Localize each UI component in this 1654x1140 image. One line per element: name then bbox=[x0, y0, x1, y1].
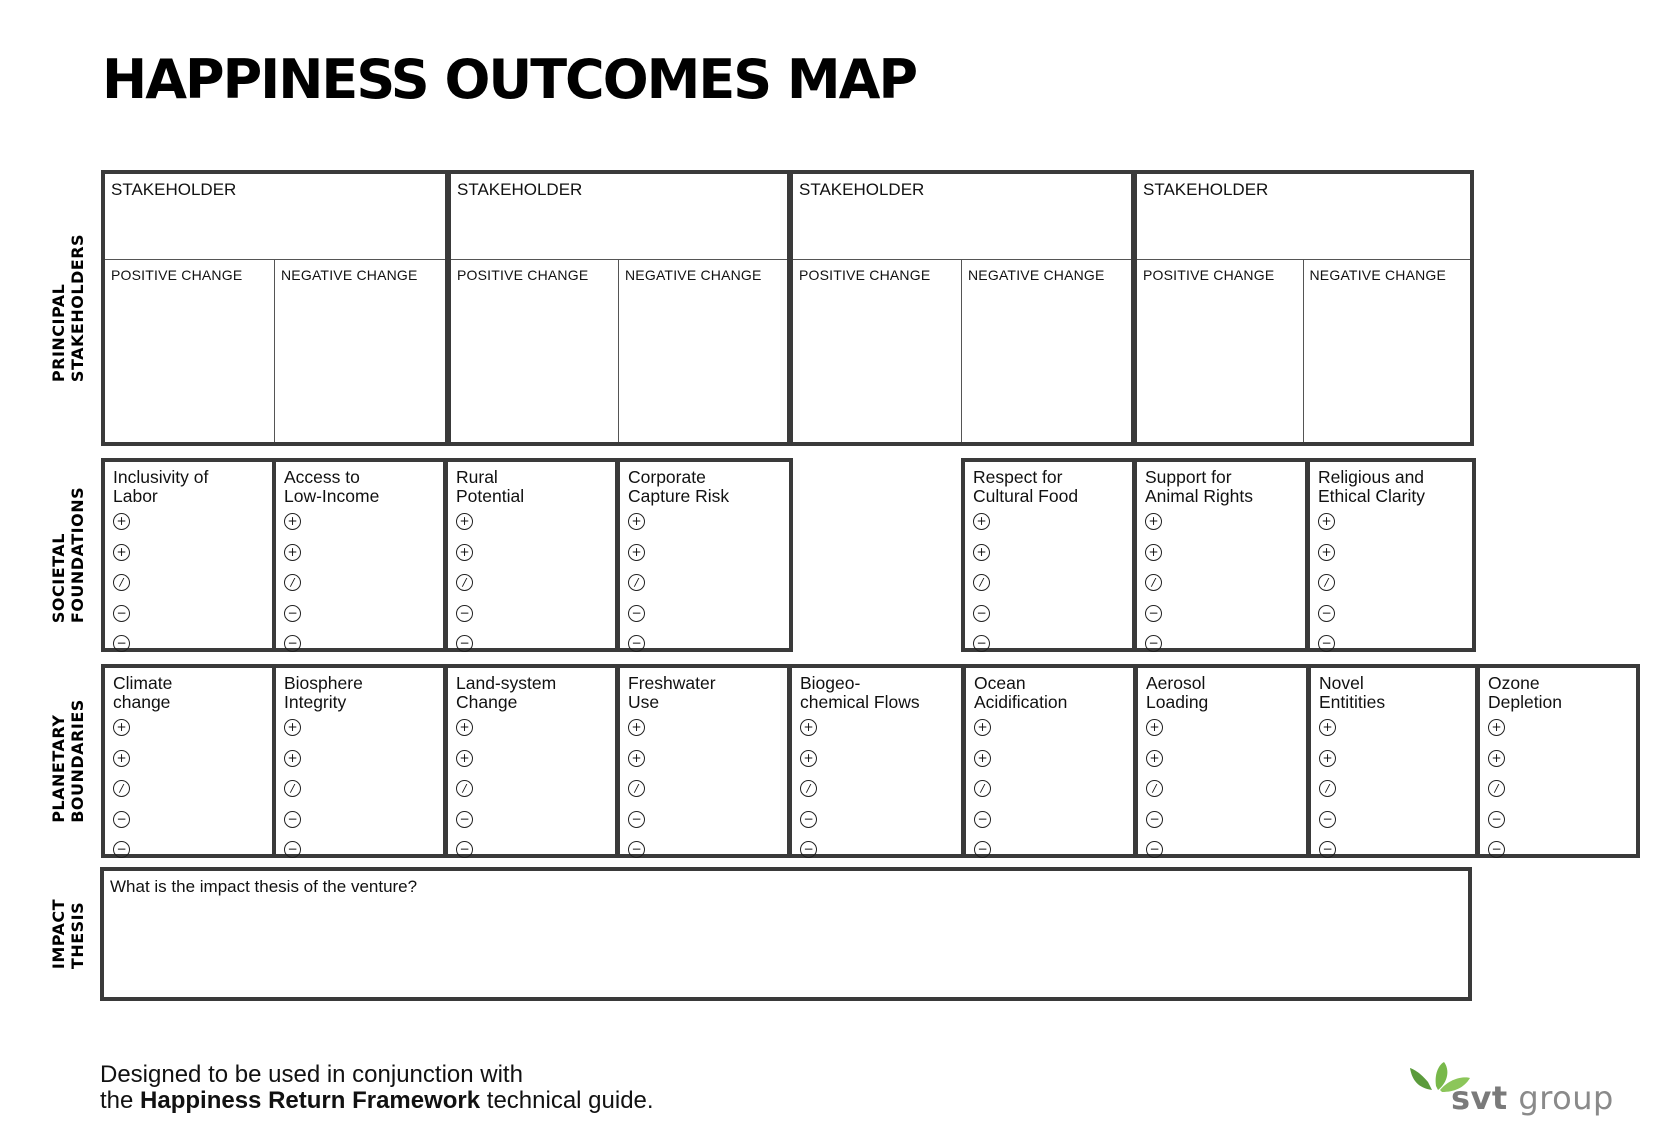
minus-circle-icon[interactable]: − bbox=[1319, 841, 1336, 858]
plus-circle-icon[interactable]: + bbox=[974, 750, 991, 767]
slash-circle-icon[interactable]: / bbox=[800, 780, 817, 797]
planetary-boundary-cell[interactable] bbox=[272, 664, 447, 858]
rating-options bbox=[1319, 719, 1336, 872]
plus-circle-icon[interactable]: + bbox=[628, 719, 645, 736]
plus-circle-icon[interactable]: + bbox=[456, 513, 473, 530]
minus-circle-icon[interactable]: − bbox=[800, 811, 817, 828]
slash-circle-icon[interactable]: / bbox=[1319, 780, 1336, 797]
plus-circle-icon[interactable]: + bbox=[800, 750, 817, 767]
plus-circle-icon[interactable]: + bbox=[1319, 719, 1336, 736]
plus-circle-icon[interactable]: + bbox=[800, 719, 817, 736]
plus-circle-icon[interactable]: + bbox=[628, 544, 645, 561]
slash-circle-icon[interactable]: / bbox=[1145, 574, 1162, 591]
minus-circle-icon[interactable]: − bbox=[974, 811, 991, 828]
plus-circle-icon[interactable]: + bbox=[456, 544, 473, 561]
minus-circle-icon[interactable]: − bbox=[456, 605, 473, 622]
societal-foundation-cell[interactable] bbox=[444, 458, 619, 652]
minus-circle-icon[interactable]: − bbox=[113, 841, 130, 858]
minus-circle-icon[interactable]: − bbox=[1488, 811, 1505, 828]
row-label-impact-thesis: IMPACT THESIS bbox=[49, 898, 87, 970]
planetary-boundary-label: Land-system Change bbox=[456, 673, 557, 712]
plus-circle-icon[interactable]: + bbox=[284, 750, 301, 767]
minus-circle-icon[interactable]: − bbox=[456, 841, 473, 858]
minus-circle-icon[interactable]: − bbox=[113, 811, 130, 828]
stakeholder-name-field[interactable]: STAKEHOLDER bbox=[451, 174, 787, 260]
planetary-boundary-cell[interactable] bbox=[788, 664, 965, 858]
plus-circle-icon[interactable]: + bbox=[284, 719, 301, 736]
slash-circle-icon[interactable]: / bbox=[974, 780, 991, 797]
planetary-boundary-cell[interactable] bbox=[962, 664, 1137, 858]
plus-circle-icon[interactable]: + bbox=[456, 750, 473, 767]
plus-circle-icon[interactable]: + bbox=[113, 544, 130, 561]
plus-circle-icon[interactable]: + bbox=[1145, 513, 1162, 530]
slash-circle-icon[interactable]: / bbox=[456, 574, 473, 591]
plus-circle-icon[interactable]: + bbox=[113, 513, 130, 530]
minus-circle-icon[interactable]: − bbox=[284, 841, 301, 858]
impact-thesis-field[interactable] bbox=[100, 867, 1472, 1001]
planetary-boundary-label: Aerosol Loading bbox=[1146, 673, 1209, 712]
plus-circle-icon[interactable]: + bbox=[113, 750, 130, 767]
page-title: HAPPINESS OUTCOMES MAP bbox=[102, 48, 917, 111]
minus-circle-icon[interactable]: − bbox=[973, 635, 990, 652]
societal-foundation-label: Inclusivity of Labor bbox=[113, 467, 209, 506]
rating-options bbox=[456, 719, 473, 872]
rating-options bbox=[800, 719, 817, 872]
minus-circle-icon[interactable]: − bbox=[1146, 811, 1163, 828]
minus-circle-icon[interactable]: − bbox=[1488, 841, 1505, 858]
plus-circle-icon[interactable]: + bbox=[284, 513, 301, 530]
planetary-boundary-cell[interactable] bbox=[616, 664, 791, 858]
planetary-boundary-label: Biosphere Integrity bbox=[284, 673, 363, 712]
stakeholder-block-4[interactable] bbox=[1133, 170, 1474, 446]
positive-change-field[interactable]: POSITIVE CHANGE bbox=[451, 260, 619, 442]
planetary-boundary-label: Ozone Depletion bbox=[1488, 673, 1562, 712]
stakeholder-name-field[interactable]: STAKEHOLDER bbox=[105, 174, 445, 260]
stakeholder-name-field[interactable]: STAKEHOLDER bbox=[793, 174, 1131, 260]
positive-change-field[interactable]: POSITIVE CHANGE bbox=[793, 260, 962, 442]
societal-foundation-label: Religious and Ethical Clarity bbox=[1318, 467, 1425, 506]
negative-change-field[interactable]: NEGATIVE CHANGE bbox=[625, 267, 762, 283]
slash-circle-icon[interactable]: / bbox=[284, 574, 301, 591]
plus-circle-icon[interactable]: + bbox=[1146, 750, 1163, 767]
rating-options bbox=[113, 513, 130, 666]
negative-change-field[interactable]: NEGATIVE CHANGE bbox=[281, 267, 418, 283]
planetary-boundary-cell[interactable] bbox=[101, 664, 276, 858]
positive-change-field[interactable]: POSITIVE CHANGE bbox=[105, 260, 275, 442]
negative-change-field[interactable]: NEGATIVE CHANGE bbox=[1309, 267, 1447, 283]
societal-foundation-label: Support for Animal Rights bbox=[1145, 467, 1253, 506]
positive-change-field[interactable]: POSITIVE CHANGE bbox=[1137, 260, 1304, 442]
planetary-boundary-cell[interactable] bbox=[444, 664, 619, 858]
plus-circle-icon[interactable]: + bbox=[1146, 719, 1163, 736]
plus-circle-icon[interactable]: + bbox=[113, 719, 130, 736]
societal-foundation-cell[interactable] bbox=[101, 458, 276, 652]
slash-circle-icon[interactable]: / bbox=[1488, 780, 1505, 797]
planetary-boundary-label: Novel Entitities bbox=[1319, 673, 1386, 712]
footer-note: Designed to be used in conjunction with the Happiness Return Framework technical guide. bbox=[100, 1061, 654, 1114]
societal-foundation-label: Rural Potential bbox=[456, 467, 525, 506]
minus-circle-icon[interactable]: − bbox=[284, 605, 301, 622]
rating-options bbox=[456, 513, 473, 666]
plus-circle-icon[interactable]: + bbox=[1488, 750, 1505, 767]
plus-circle-icon[interactable]: + bbox=[1319, 750, 1336, 767]
minus-circle-icon[interactable]: − bbox=[1319, 811, 1336, 828]
rating-options bbox=[1146, 719, 1163, 872]
minus-circle-icon[interactable]: − bbox=[113, 605, 130, 622]
slash-circle-icon[interactable]: / bbox=[628, 574, 645, 591]
negative-change-field[interactable]: NEGATIVE CHANGE bbox=[968, 267, 1105, 283]
plus-circle-icon[interactable]: + bbox=[974, 719, 991, 736]
plus-circle-icon[interactable]: + bbox=[284, 544, 301, 561]
row-label-principal-stakeholders: PRINCIPAL STAKEHOLDERS bbox=[49, 233, 87, 383]
minus-circle-icon[interactable]: − bbox=[456, 635, 473, 652]
plus-circle-icon[interactable]: + bbox=[973, 544, 990, 561]
minus-circle-icon[interactable]: − bbox=[628, 635, 645, 652]
minus-circle-icon[interactable]: − bbox=[628, 605, 645, 622]
slash-circle-icon[interactable]: / bbox=[973, 574, 990, 591]
societal-foundation-cell[interactable] bbox=[616, 458, 793, 652]
rating-options bbox=[973, 513, 990, 666]
planetary-boundary-cell[interactable] bbox=[1476, 664, 1640, 858]
planetary-boundary-label: Biogeo- chemical Flows bbox=[800, 673, 920, 712]
minus-circle-icon[interactable]: − bbox=[284, 635, 301, 652]
plus-circle-icon[interactable]: + bbox=[1488, 719, 1505, 736]
rating-options bbox=[284, 513, 301, 666]
svt-group-logo: svt group bbox=[1451, 1079, 1614, 1117]
planetary-boundary-label: Freshwater Use bbox=[628, 673, 716, 712]
plus-circle-icon[interactable]: + bbox=[628, 513, 645, 530]
societal-foundation-cell[interactable] bbox=[1133, 458, 1309, 652]
societal-foundation-cell[interactable] bbox=[272, 458, 447, 652]
minus-circle-icon[interactable]: − bbox=[1146, 841, 1163, 858]
stakeholder-name-field[interactable]: STAKEHOLDER bbox=[1137, 174, 1470, 260]
rating-options bbox=[974, 719, 991, 872]
plus-circle-icon[interactable]: + bbox=[628, 750, 645, 767]
rating-options bbox=[628, 719, 645, 872]
minus-circle-icon[interactable]: − bbox=[973, 605, 990, 622]
minus-circle-icon[interactable]: − bbox=[1318, 605, 1335, 622]
societal-foundation-label: Corporate Capture Risk bbox=[628, 467, 730, 506]
societal-foundation-cell[interactable] bbox=[1306, 458, 1476, 652]
slash-circle-icon[interactable]: / bbox=[456, 780, 473, 797]
minus-circle-icon[interactable]: − bbox=[284, 811, 301, 828]
societal-foundation-label: Respect for Cultural Food bbox=[973, 467, 1079, 506]
row-label-societal-foundations: SOCIETAL FOUNDATIONS bbox=[49, 486, 87, 624]
plus-circle-icon[interactable]: + bbox=[456, 719, 473, 736]
slash-circle-icon[interactable]: / bbox=[113, 574, 130, 591]
planetary-boundary-label: Climate change bbox=[113, 673, 173, 712]
planetary-boundary-cell[interactable] bbox=[1134, 664, 1310, 858]
minus-circle-icon[interactable]: − bbox=[113, 635, 130, 652]
societal-foundation-label: Access to Low-Income bbox=[284, 467, 380, 506]
minus-circle-icon[interactable]: − bbox=[1145, 605, 1162, 622]
slash-circle-icon[interactable]: / bbox=[1318, 574, 1335, 591]
stakeholder-block-1[interactable] bbox=[101, 170, 449, 446]
plus-circle-icon[interactable]: + bbox=[1145, 544, 1162, 561]
rating-options bbox=[628, 513, 645, 666]
plus-circle-icon[interactable]: + bbox=[1318, 513, 1335, 530]
rating-options bbox=[1318, 513, 1335, 666]
minus-circle-icon[interactable]: − bbox=[800, 841, 817, 858]
stakeholder-block-3[interactable] bbox=[789, 170, 1135, 446]
rating-options bbox=[1488, 719, 1505, 872]
stakeholder-block-2[interactable] bbox=[447, 170, 791, 446]
minus-circle-icon[interactable]: − bbox=[1318, 635, 1335, 652]
rating-options bbox=[113, 719, 130, 872]
planetary-boundary-cell[interactable] bbox=[1307, 664, 1479, 858]
minus-circle-icon[interactable]: − bbox=[1145, 635, 1162, 652]
rating-options bbox=[1145, 513, 1162, 666]
plus-circle-icon[interactable]: + bbox=[973, 513, 990, 530]
planetary-boundary-label: Ocean Acidification bbox=[974, 673, 1068, 712]
rating-options bbox=[284, 719, 301, 872]
minus-circle-icon[interactable]: − bbox=[974, 841, 991, 858]
slash-circle-icon[interactable]: / bbox=[113, 780, 130, 797]
slash-circle-icon[interactable]: / bbox=[628, 780, 645, 797]
minus-circle-icon[interactable]: − bbox=[456, 811, 473, 828]
plus-circle-icon[interactable]: + bbox=[1318, 544, 1335, 561]
societal-foundation-cell[interactable] bbox=[961, 458, 1136, 652]
slash-circle-icon[interactable]: / bbox=[284, 780, 301, 797]
minus-circle-icon[interactable]: − bbox=[628, 841, 645, 858]
impact-thesis-question: What is the impact thesis of the venture? bbox=[110, 877, 418, 896]
slash-circle-icon[interactable]: / bbox=[1146, 780, 1163, 797]
minus-circle-icon[interactable]: − bbox=[628, 811, 645, 828]
row-label-planetary-boundaries: PLANETARY BOUNDARIES bbox=[49, 699, 87, 823]
